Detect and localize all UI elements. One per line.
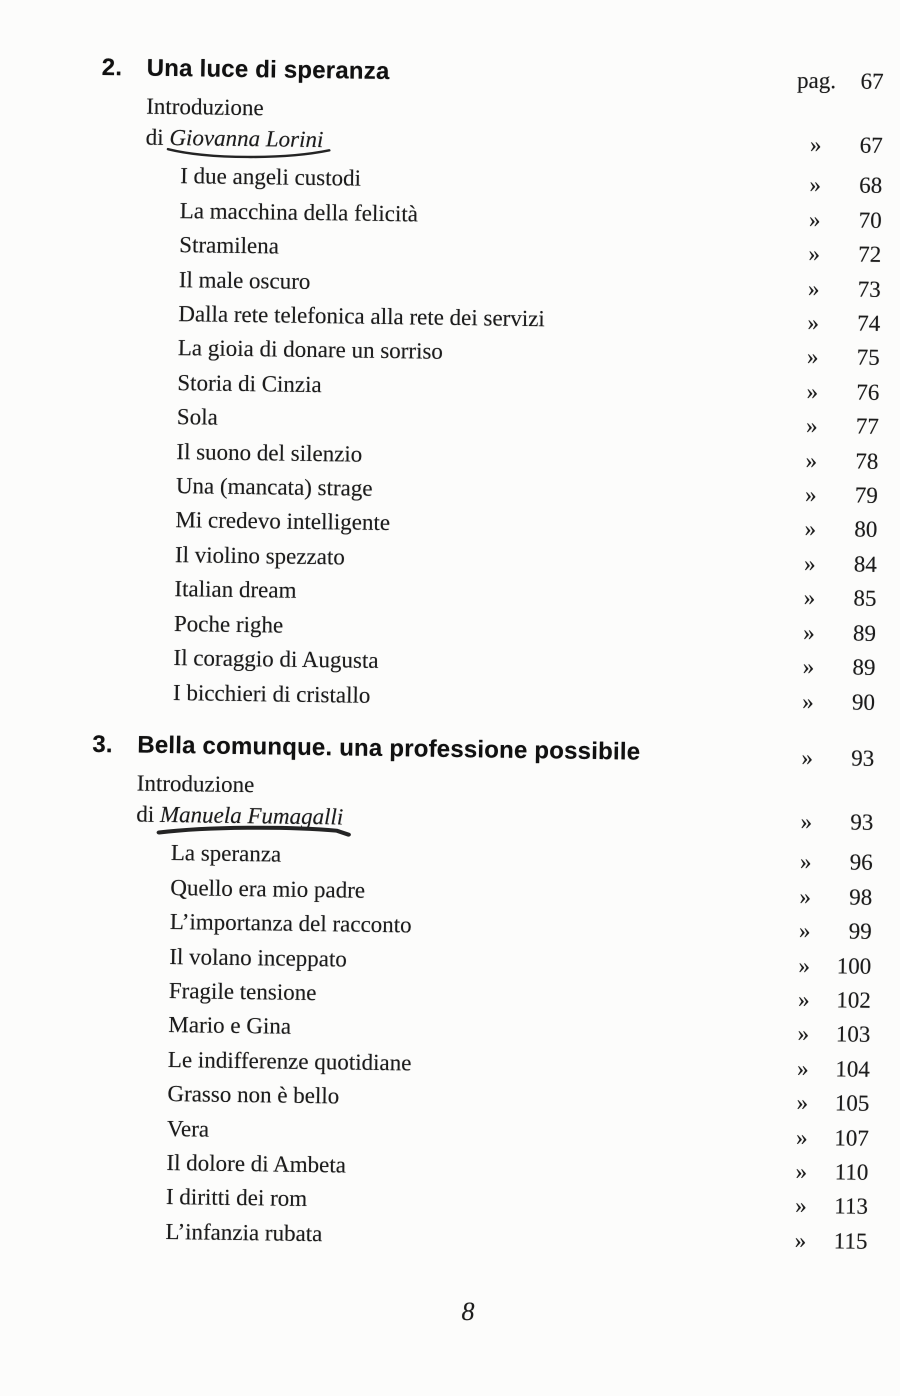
page-ref-number: 67 [859,132,883,158]
ditto-mark: » [798,917,811,944]
toc-item-page-ref [784,845,872,881]
toc-item-page: 89 [852,620,877,646]
section-page-ref [795,60,884,100]
ditto-mark: » [809,131,822,158]
toc-item-page-ref [793,237,881,273]
toc-item-title: Una (mancata) strage [175,473,373,501]
toc-item-page: 113 [834,1193,869,1220]
toc-item-page-ref [784,914,872,950]
toc-item-title: Stramilena [179,232,280,259]
author-name: Giovanna Lorini [169,125,324,153]
toc-item-page: 115 [833,1228,868,1254]
toc-item-page-ref [791,375,879,411]
toc-item-page-ref [789,547,877,583]
toc-item-page: 75 [856,345,880,371]
toc-item-page: 103 [835,1021,871,1048]
toc-item-page-ref [780,1189,868,1225]
section-number: 3. [92,730,113,759]
toc-item-title: I diritti dei rom [165,1184,308,1212]
toc-item-page-ref [780,1155,868,1191]
toc-item-page-ref [783,983,871,1019]
toc-section [93,50,884,720]
toc-item-page: 72 [858,241,882,268]
toc-item-title: Il male oscuro [178,266,311,294]
ditto-mark: » [803,619,815,645]
toc-item-page-ref [790,478,878,514]
ditto-mark: » [795,1124,808,1150]
toc-item-page: 76 [856,379,880,405]
toc-item-page-ref [781,1086,869,1122]
toc-item-title: Il suono del silenzio [176,438,363,467]
toc-item-title: La speranza [170,840,282,867]
toc-item-page: 77 [855,413,879,440]
toc-item-page-ref [792,271,880,307]
toc-item-title: Il dolore di Ambeta [166,1149,347,1178]
ditto-mark: » [797,986,810,1012]
toc-item-page-ref [792,306,880,342]
page-number: 8 [461,1297,475,1326]
ditto-mark: » [802,653,815,680]
ditto-mark: » [795,1158,808,1184]
page-footer [0,1297,900,1327]
section-title: Una luce di speranza [146,54,390,86]
toc-item-title: Grasso non è bello [167,1081,340,1109]
toc-item-page: 85 [853,585,877,612]
ditto-mark: » [807,275,820,301]
toc-item-title: Le indifferenze quotidiane [167,1046,412,1076]
toc-item-page-ref [782,1017,870,1053]
toc-item-page: 96 [849,849,873,876]
author-name: Manuela Fumagalli [159,802,344,830]
toc-item-page-ref [793,202,881,238]
ditto-mark: » [795,1193,807,1219]
section-title: Bella comunque. una professione possibile [137,731,641,766]
toc-item-title: Quello era mio padre [170,874,366,903]
toc-item-page-ref [782,1051,870,1087]
page-ref-label: pag. [796,67,837,94]
toc-item-title: I bicchieri di cristallo [172,679,371,708]
ditto-mark: » [806,378,819,404]
ditto-mark: » [803,585,816,611]
toc-item-page-ref [787,650,875,686]
ditto-mark: » [807,309,820,336]
toc-item-title: Italian dream [174,576,297,604]
toc-item-page-ref [790,443,878,479]
toc-item-page: 99 [848,918,872,944]
toc-item-page-ref [788,615,876,651]
ditto-mark: » [799,849,812,875]
ditto-mark: » [794,1227,807,1253]
toc-item-page: 98 [849,884,873,910]
section-page-ref [786,737,875,777]
toc-item-title: Il violino spezzato [174,541,346,570]
toc-item-title: Il volano inceppato [169,943,348,972]
toc-item-page: 105 [834,1090,870,1116]
introduction-author [169,122,323,155]
toc-item-title: Mi credevo intelligente [175,507,391,536]
ditto-mark: » [804,481,817,508]
ditto-mark: » [800,808,813,834]
toc-item-page: 107 [834,1124,870,1151]
toc-item-title: Fragile tensione [168,977,317,1006]
introduction-label: Introduzione [146,94,264,121]
toc-item-page-ref [794,168,882,204]
toc-item-page-ref [779,1223,867,1259]
toc-item-page: 70 [858,207,882,233]
toc-item-page-ref [781,1120,869,1156]
ditto-mark: » [808,206,821,232]
toc-item-title: L’importanza del racconto [169,909,412,938]
toc-section [85,727,874,1259]
toc-item-page-ref [791,409,879,445]
toc-item-page: 73 [857,276,881,302]
introduction-entry [91,767,786,839]
toc-item-page: 80 [854,517,878,543]
introduction-byline [136,799,343,833]
byline-prefix: di [145,125,170,151]
ditto-mark: » [798,952,811,978]
toc-item-title: Sola [176,404,218,430]
section-items [85,835,873,1259]
introduction-row [101,90,884,163]
toc-item-page: 79 [854,482,879,508]
toc-item-page-ref [789,512,877,548]
introduction-byline [146,122,324,155]
toc-item-page: 100 [836,952,872,979]
table-of-contents [85,50,884,1259]
introduction-page-ref [795,128,883,164]
ditto-mark: » [809,172,822,198]
introduction-author [160,799,344,833]
toc-item-title: Dalla rete telefonica alla rete dei servizi [178,301,545,332]
toc-item-page-ref [783,948,871,984]
introduction-row [91,767,874,840]
toc-item-title: La macchina della felicità [179,197,419,227]
ditto-mark: » [802,688,814,714]
page-ref-label: » [801,744,814,770]
introduction-label: Introduzione [136,770,255,798]
toc-item-page-ref [788,581,876,617]
ditto-mark: » [808,241,821,267]
toc-item-page: 104 [835,1056,871,1082]
toc-item-page: 74 [857,310,881,336]
ditto-mark: » [796,1055,809,1081]
ditto-mark: » [805,413,818,439]
toc-item-page: 102 [836,987,871,1013]
toc-item-title: La gioia di donare un sorriso [177,335,444,365]
toc-item-title: Vera [166,1115,210,1142]
handwritten-underline-icon [155,823,353,841]
toc-item-title: Il coraggio di Augusta [173,645,379,674]
section-heading [92,727,786,773]
toc-item-page-ref [787,684,875,720]
introduction-entry [101,90,796,162]
toc-item-page: 68 [859,172,883,199]
section-heading [101,50,795,96]
toc-item-page: 110 [834,1159,869,1185]
page-ref-number: 93 [850,809,874,835]
toc-item-page: 90 [851,689,876,715]
ditto-mark: » [796,1089,809,1116]
toc-item-page: 78 [855,448,879,474]
ditto-mark: » [805,447,818,473]
toc-item-title: Mario e Gina [168,1012,292,1040]
ditto-mark: » [799,883,812,909]
section-items [93,158,883,719]
toc-item-page-ref [784,879,872,915]
toc-item-title: Poche righe [173,610,284,638]
ditto-mark: » [806,344,819,370]
handwritten-underline-icon [164,146,332,163]
page-ref-number: 67 [860,68,884,94]
byline-prefix: di [136,801,161,828]
toc-item-page-ref [792,340,880,376]
ditto-mark: » [803,550,816,576]
page-ref-number: 93 [851,745,875,771]
toc-item-page: 89 [852,654,876,680]
toc-item-page: 84 [853,551,878,577]
introduction-page-ref [785,805,873,841]
ditto-mark: » [804,516,817,542]
section-number: 2. [101,53,123,82]
toc-item-title: I due angeli custodi [180,163,362,192]
toc-item-title: Storia di Cinzia [177,369,322,397]
toc-item-title: L’infanzia rubata [165,1218,323,1246]
ditto-mark: » [797,1021,810,1047]
